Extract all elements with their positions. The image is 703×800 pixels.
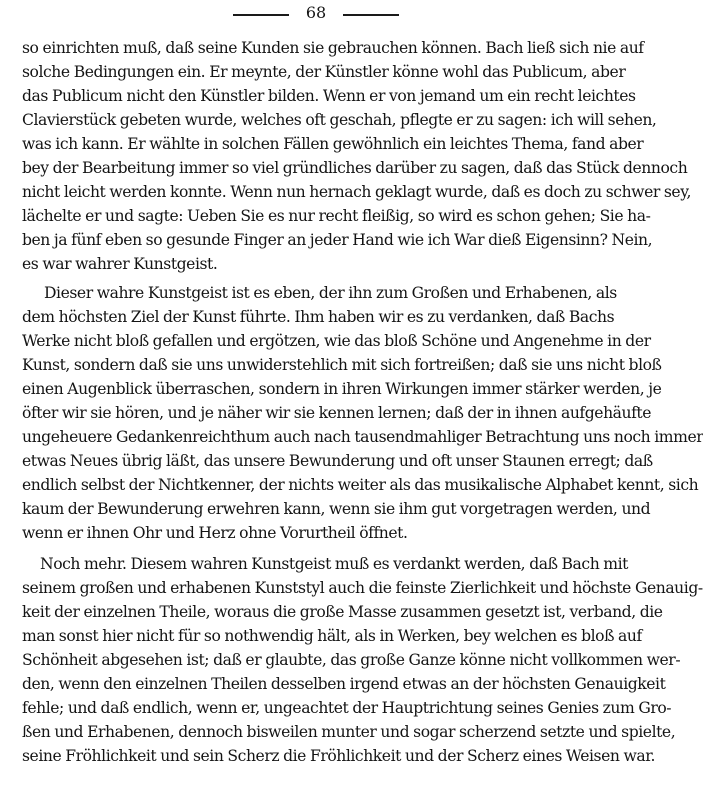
text-line: Dieser wahre Kunstgeist ist es eben, der ihn zum Großen und Erhabenen, als (44, 284, 617, 302)
page-number: 68 (305, 3, 327, 22)
text-line: so einrichten muß, daß seine Kunden sie gebrauchen können. Bach ließ sich nie auf (22, 39, 644, 57)
text-line: einen Augenblick überraschen, sondern in ihren Wirkungen immer stärker werden, je (22, 380, 662, 398)
text-line: es war wahrer Kunstgeist. (22, 255, 218, 273)
text-line: ungeheuere Gedankenreichthum auch nach tausendmahliger Betrachtung uns noch immer (22, 428, 703, 446)
text-line: endlich selbst der Nichtkenner, der nichts weiter als das musikalische Alphabet kennt, sich (22, 476, 699, 494)
text-line: seine Fröhlichkeit und sein Scherz die Fröhlichkeit und der Scherz eines Weisen war. (22, 747, 655, 765)
text-line: Kunst, sondern daß sie uns unwiderstehlich mit sich fortreißen; daß sie uns nicht bloß (22, 356, 662, 374)
paragraph-3 (22, 552, 703, 768)
text-line: lächelte er und sagte: Ueben Sie es nur recht fleißig, so wird es schon gehen; Sie ha- (22, 207, 651, 225)
page-header (0, 4, 633, 24)
text-line: Clavierstück gebeten wurde, welches oft geschah, pflegte er zu sagen: ich will sehen, (22, 111, 657, 129)
text-line: fehle; und daß endlich, wenn er, ungeachtet der Hauptrichtung seines Genies zum Gro- (22, 699, 672, 717)
text-line: solche Bedingungen ein. Er meynte, der Künstler könne wohl das Publicum, aber (22, 63, 626, 81)
text-line: kaum der Bewunderung erwehren kann, wenn sie ihm gut vorgetragen werden, und (22, 500, 651, 518)
text-line: ben ja fünf eben so gesunde Finger an jeder Hand wie ich War dieß Eigensinn? Nein, (22, 231, 653, 249)
text-line: dem höchsten Ziel der Kunst führte. Ihm haben wir es zu verdanken, daß Bachs (22, 308, 615, 326)
text-line: öfter wir sie hören, und je näher wir sie kennen lernen; daß der in ihnen aufgehäufte (22, 404, 652, 422)
text-line: seinem großen und erhabenen Kunststyl auch die feinste Zierlichkeit und höchste Genauig- (22, 579, 703, 597)
text-line: Noch mehr. Diesem wahren Kunstgeist muß es verdankt werden, daß Bach mit (40, 555, 628, 573)
text-line: was ich kann. Er wählte in solchen Fällen gewöhnlich ein leichtes Thema, fand aber (22, 135, 644, 153)
text-line: das Publicum nicht den Künstler bilden. Wenn er von jemand um ein recht leichtes (22, 87, 636, 105)
text-line: keit der einzelnen Theile, woraus die große Masse zusammen gesetzt ist, verband, die (22, 603, 663, 621)
text-line: nicht leicht werden konnte. Wenn nun hernach geklagt wurde, daß es doch zu schwer sey, (22, 183, 691, 201)
paragraph-2 (22, 281, 703, 545)
text-line: etwas Neues übrig läßt, das unsere Bewunderung und oft unser Staunen erregt; daß (22, 452, 653, 470)
header-rule-right (343, 14, 399, 16)
text-line: Schönheit abgesehen ist; daß er glaubte, das große Ganze könne nicht vollkommen wer- (22, 651, 681, 669)
text-line: ßen und Erhabenen, dennoch bisweilen munter und sogar scherzend setzte und spielte, (22, 723, 676, 741)
text-line: Werke nicht bloß gefallen und ergötzen, wie das bloß Schöne und Angenehme in der (22, 332, 651, 350)
text-line: man sonst hier nicht für so nothwendig hält, als in Werken, bey welchen es bloß auf (22, 627, 642, 645)
header-rule-left (233, 14, 289, 16)
text-line: den, wenn den einzelnen Theilen desselben irgend etwas an der höchsten Genauigkeit (22, 675, 666, 693)
text-line: bey der Bearbeitung immer so viel gründliches darüber zu sagen, daß das Stück dennoch (22, 159, 688, 177)
text-line: wenn er ihnen Ohr und Herz ohne Vorurtheil öffnet. (22, 524, 408, 542)
paragraph-1 (22, 36, 691, 276)
